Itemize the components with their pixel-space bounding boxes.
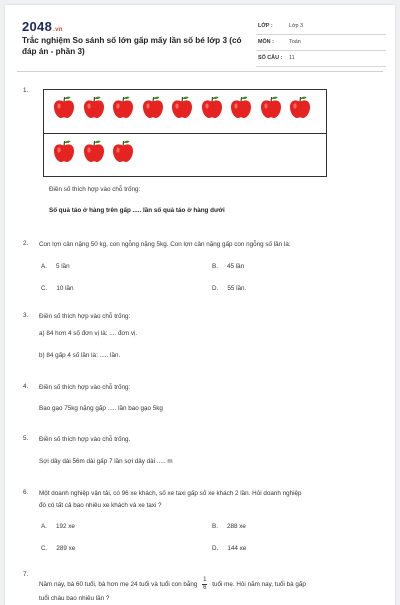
- apple-icon: [111, 139, 135, 163]
- meta-subject: [256, 35, 386, 51]
- answer-option-b[interactable]: B. 288 xe: [212, 523, 246, 530]
- apple-icon: [259, 95, 283, 119]
- fraction-numerator: 1: [203, 577, 207, 583]
- page-title: Trắc nghiệm So sánh số lớn gấp mấy lần số bé lớp 3 (có đáp án - phần 3): [22, 36, 242, 56]
- meta-grade: [256, 19, 386, 35]
- meta-count: [256, 51, 386, 67]
- question-text-before: Năm nay, bà 60 tuổi, bà hơn mẹ 24 tuổi và tuổi con bằng: [39, 581, 198, 589]
- question-prompt: Điền số thích hợp vào chỗ trống:: [39, 384, 131, 391]
- question-text-line1: Một doanh nghiệp vận tải, có 96 xe khách, số xe taxi gấp số xe khách 2 lần. Hỏi doanh nghiệp: [39, 490, 302, 497]
- question-text: Con lợn cân nặng 50 kg, con ngỗng nặng 5kg. Con lợn cân nặng gấp con ngỗng số lần là:: [39, 241, 291, 248]
- apple-icon: [82, 139, 106, 163]
- question-prompt: Điền số thích hợp vào chỗ trống:: [39, 313, 131, 320]
- meta-value: Toán: [289, 39, 301, 45]
- question-text-line2: đó có tất cả bao nhiêu xe khách và xe taxi ?: [39, 502, 162, 509]
- apple-icon: [52, 139, 76, 163]
- apple-icon: [288, 95, 312, 119]
- worksheet: [5, 5, 395, 605]
- question-number: 5.: [23, 435, 29, 442]
- apple-icon: [141, 95, 165, 119]
- question-statement: Số quả táo ở hàng trên gấp ..... lần số quả táo ở hàng dưới: [49, 207, 225, 214]
- question-line-b: b) 84 gấp 4 số lần là: ..... lần.: [39, 352, 121, 359]
- apple-icon: [200, 95, 224, 119]
- site-logo[interactable]: 2048.vn: [22, 19, 63, 34]
- answer-option-b[interactable]: B. 45 lần: [212, 263, 245, 270]
- question-number: 3.: [23, 312, 29, 319]
- question-text-after: tuổi mẹ. Hỏi năm nay, tuổi bà gấp: [212, 581, 306, 589]
- question-prompt: Điền số thích hợp vào chỗ trống:: [49, 186, 141, 193]
- answer-option-c[interactable]: C. 289 xe: [41, 545, 76, 552]
- apple-row-bottom: [44, 133, 326, 177]
- apple-icon: [111, 95, 135, 119]
- answer-option-a[interactable]: A. 5 lần: [41, 263, 70, 270]
- apple-row-top: [44, 90, 326, 133]
- fraction-denominator: 6: [203, 585, 207, 591]
- fraction: [202, 577, 207, 592]
- question-number: 1.: [23, 87, 29, 94]
- answer-option-d[interactable]: D. 55 lần.: [212, 285, 247, 292]
- question-number: 2.: [23, 240, 29, 247]
- apple-table: [43, 89, 327, 177]
- question-text-line2: tuổi cháu bao nhiêu lần ?: [39, 595, 110, 602]
- meta-value: 11: [289, 55, 295, 61]
- apple-icon: [170, 95, 194, 119]
- meta-key: LỚP :: [258, 23, 273, 29]
- question-number: 6.: [23, 489, 29, 496]
- question-number: 4.: [23, 383, 29, 390]
- meta-value: Lớp 3: [289, 23, 304, 29]
- meta-info: [256, 19, 386, 67]
- answer-option-a[interactable]: A. 192 xe: [41, 523, 75, 530]
- apple-icon: [229, 95, 253, 119]
- question-number: 7.: [23, 571, 29, 578]
- question-line-a: a) 84 hơn 4 số đơn vị là: .... đơn vị.: [39, 330, 138, 337]
- apple-icon: [82, 95, 106, 119]
- apple-icon: [52, 95, 76, 119]
- question-statement: Bao gạo 75kg nặng gấp ..... lần bao gạo 5kg: [39, 405, 163, 412]
- question-statement: Sợi dây dài 56m dài gấp 7 lần sợi dây dài ..... m: [39, 458, 173, 465]
- question-prompt: Điền số thích hợp vào chỗ trống.: [39, 436, 131, 443]
- meta-key: SỐ CÂU :: [258, 55, 283, 61]
- answer-option-d[interactable]: D. 144 xe: [212, 545, 247, 552]
- meta-key: MÔN :: [258, 39, 274, 45]
- divider: [17, 71, 383, 72]
- question-text: [39, 577, 306, 592]
- answer-option-c[interactable]: C. 10 lần: [41, 285, 74, 292]
